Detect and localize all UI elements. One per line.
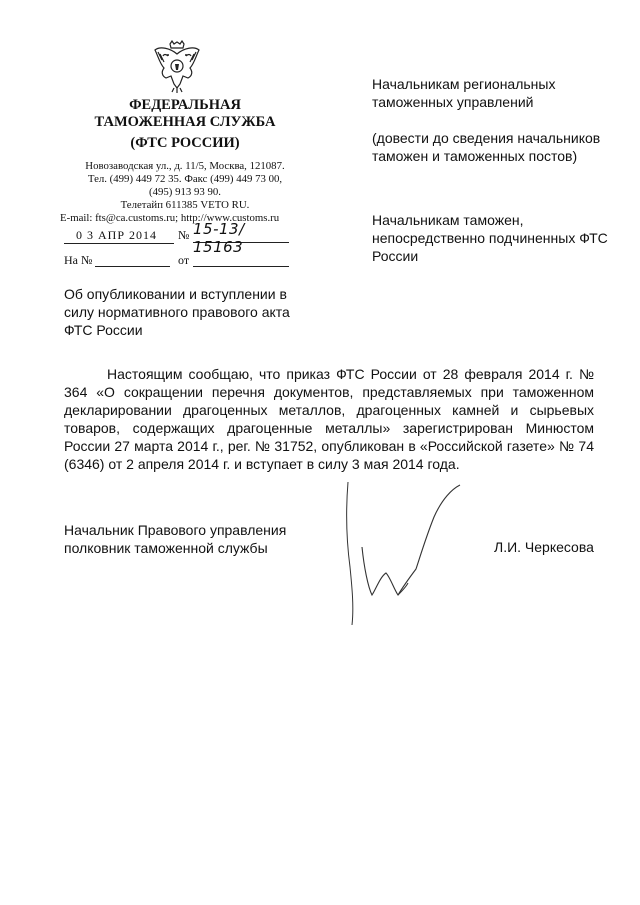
signer-position [64, 521, 324, 557]
signer-name: Л.И. Черкесова [494, 539, 594, 555]
document-date: 0 3 АПР 2014 [64, 228, 174, 244]
from-blank-line [193, 266, 289, 267]
phone-line: Тел. (499) 449 72 35. Факс (499) 449 73 00, [87, 173, 283, 185]
letter-body [64, 365, 594, 473]
org-name-line2: ТАМОЖЕННАЯ СЛУЖБА [94, 114, 276, 130]
teletype-line: Телетайп 611385 VETO RU. [120, 199, 250, 211]
org-name-line1: ФЕДЕРАЛЬНАЯ [129, 97, 241, 113]
document-number: 15-13/ 15163 [193, 220, 289, 243]
signer-position-line2: полковник таможенной службы [64, 540, 268, 556]
letter-subject: Об опубликовании и вступлении в силу нормативного правового акта ФТС России [64, 286, 290, 338]
from-label: от [178, 253, 190, 267]
recipient-note: (довести до сведения начальников таможен и таможенных постов) [372, 130, 601, 164]
number-label: № [178, 228, 190, 242]
signer-position-line1: Начальник Правового управления [64, 522, 287, 538]
address-line: Новозаводская ул., д. 11/5, Москва, 121087. [85, 160, 285, 172]
org-short-name: (ФТС РОССИИ) [130, 135, 240, 151]
reference-label: На № [64, 253, 93, 267]
recipient-regional-offices: Начальникам региональных таможенных управлений [372, 76, 556, 110]
reference-blank-line [95, 266, 170, 267]
body-paragraph: Настоящим сообщаю, что приказ ФТС России от 28 февраля 2014 г. № 364 «О сокращении перечня документов, представляемых при таможенном декларировании драгоценных металлов, драгоценных камней и сырьевых товаров, содержащих драгоценные металлы» зарегистрирован Минюстом России 27 марта 2014 г., рег. № 31752, опубликован в «Российской газете» № 74 (6346) от 2 апреля 2014 г. и вступает в силу 3 мая 2014 года. [64, 366, 594, 472]
recipient-customs-heads: Начальникам таможен, непосредственно подчиненных ФТС России [372, 212, 608, 264]
email-line: E-mail: fts@ca.customs.ru; http://www.customs.ru [60, 212, 280, 224]
phone-line-2: (495) 913 93 90. [149, 186, 221, 198]
double-headed-eagle-emblem-icon [152, 40, 202, 94]
handwritten-signature-icon [338, 477, 478, 627]
